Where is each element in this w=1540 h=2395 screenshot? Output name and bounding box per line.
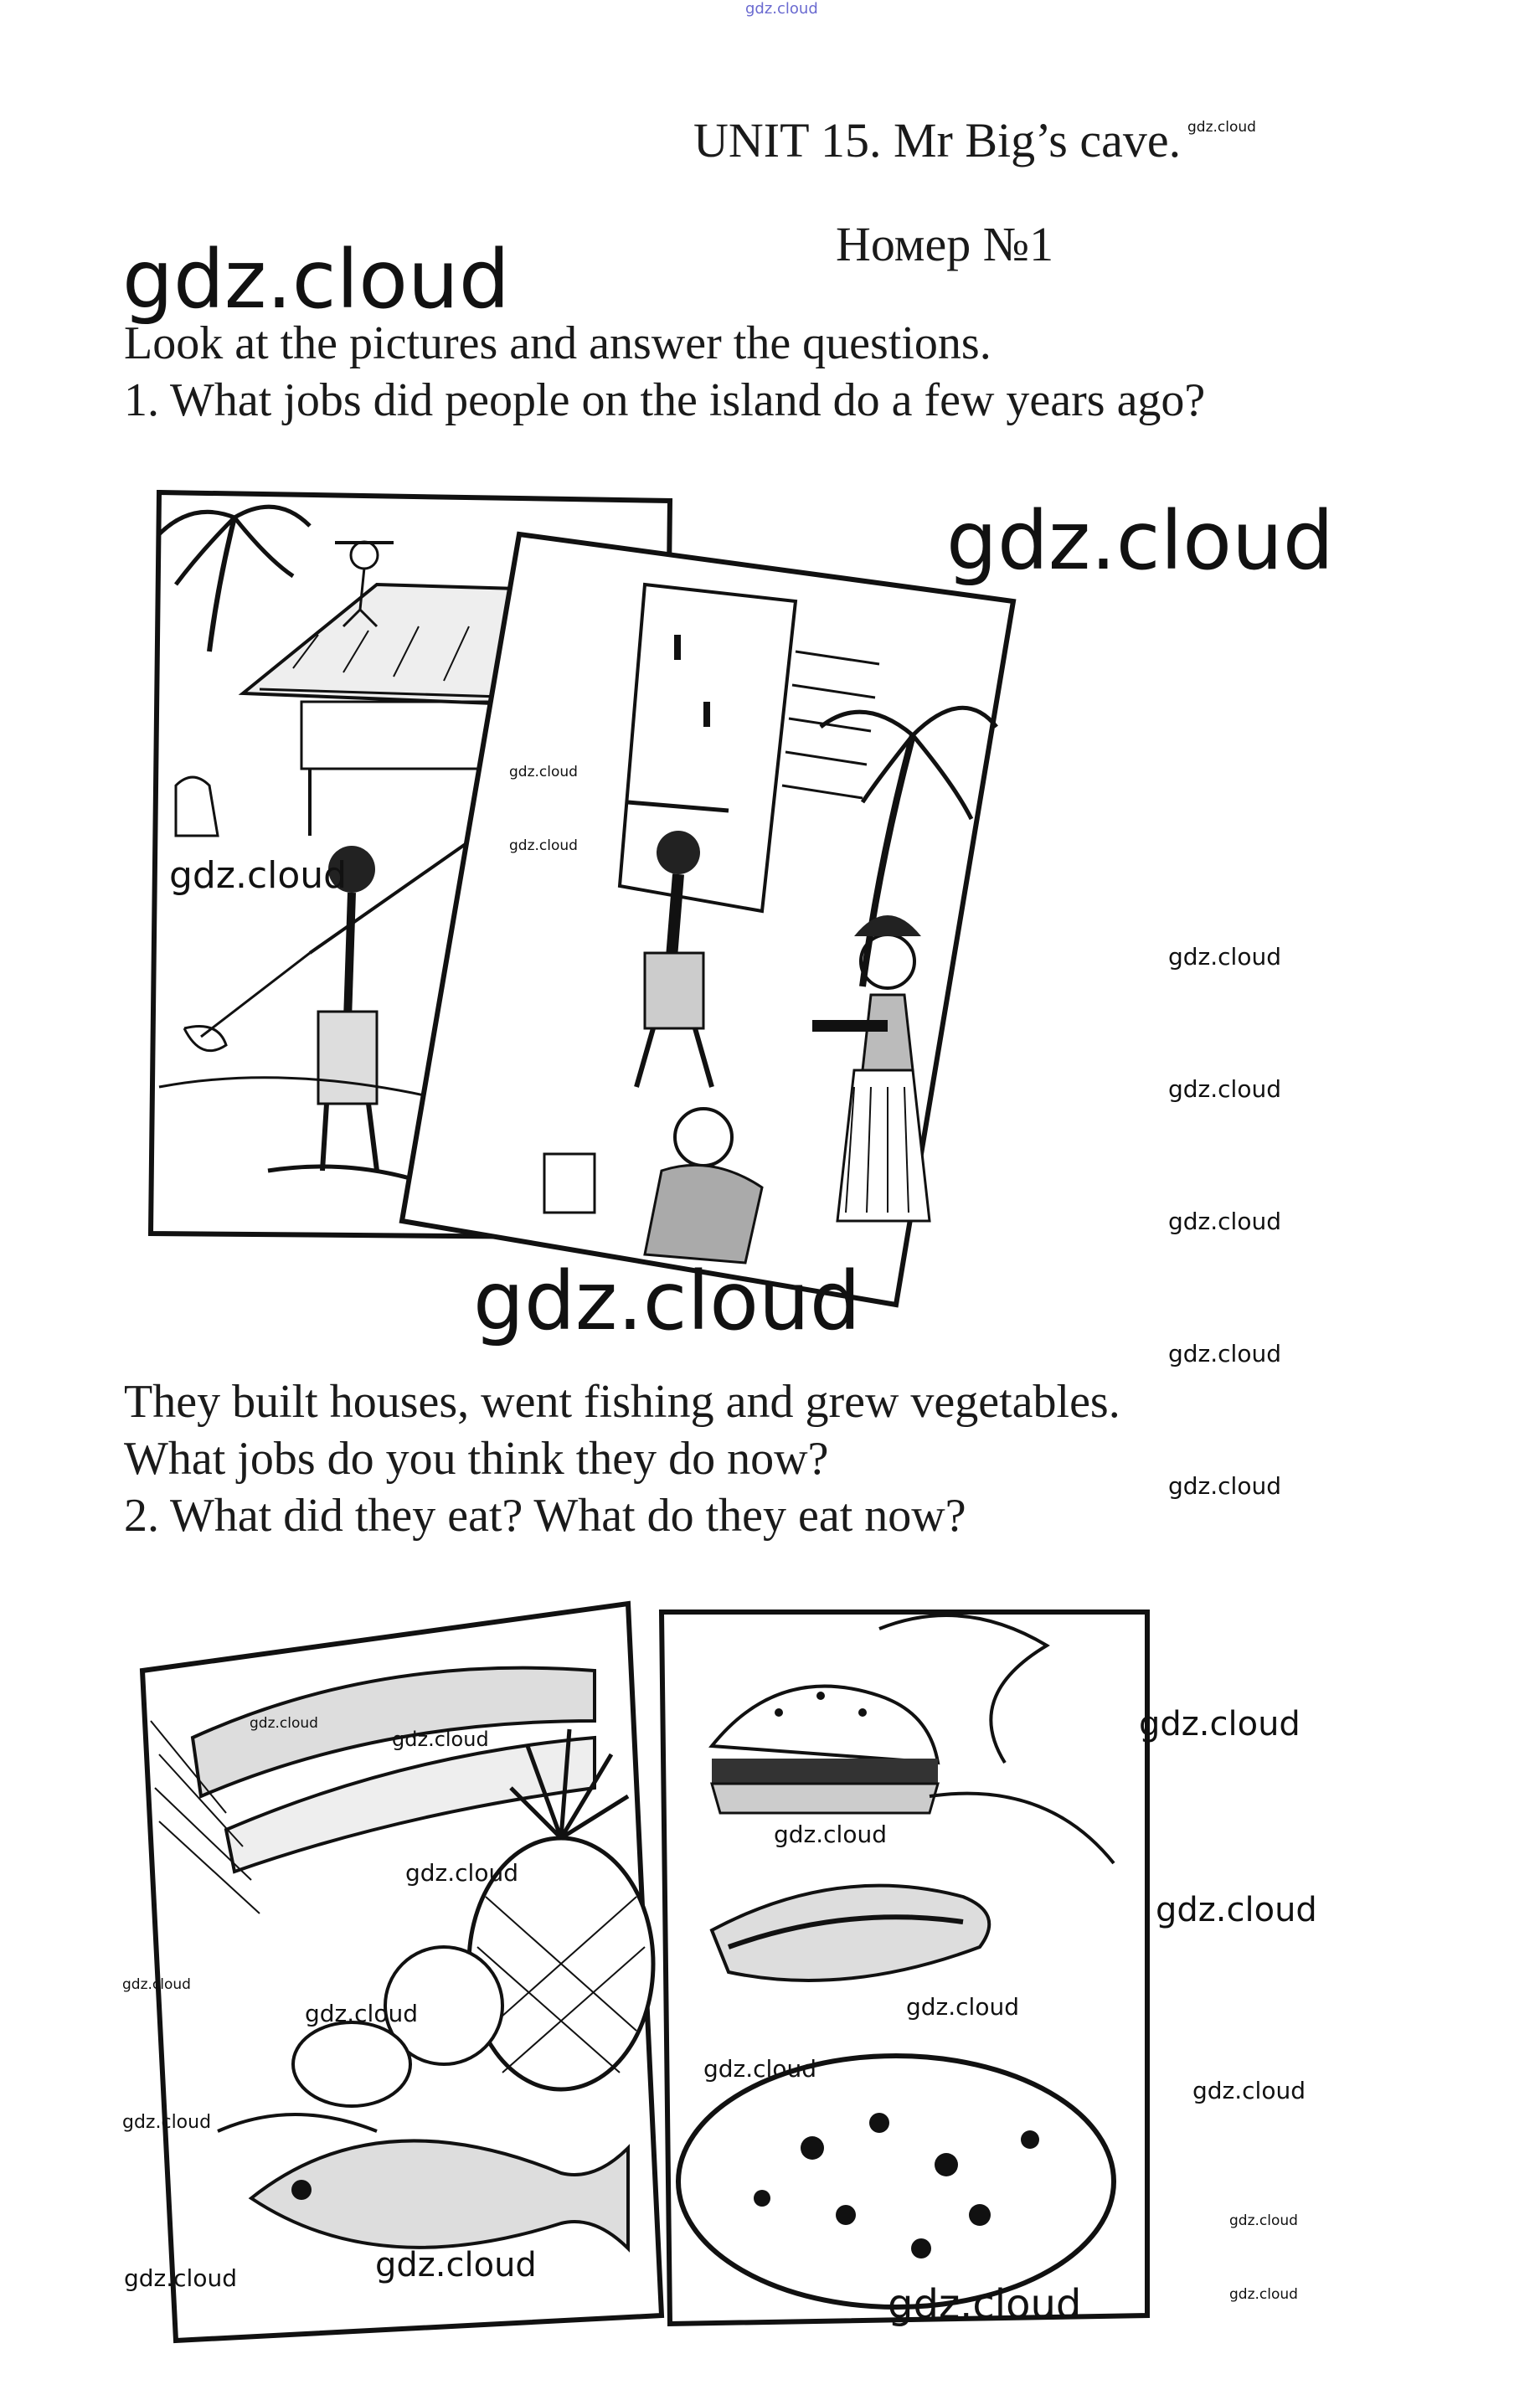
watermark-medium: gdz.cloud: [1168, 1075, 1281, 1103]
watermark-medium: gdz.cloud: [375, 2246, 537, 2284]
watermark-small: gdz.cloud: [1187, 119, 1256, 136]
question-1: 1. What jobs did people on the island do a few years ago?: [124, 374, 1206, 426]
watermark-medium: gdz.cloud: [392, 1728, 489, 1751]
watermark-large: gdz.cloud: [946, 494, 1334, 588]
food-drawing: [126, 1595, 1181, 2349]
watermark-small: gdz.cloud: [509, 837, 578, 854]
watermark-medium: gdz.cloud: [405, 1859, 518, 1887]
watermark-medium: gdz.cloud: [1192, 2077, 1306, 2104]
illustration-food: [126, 1595, 1181, 2349]
watermark-large: gdz.cloud: [122, 233, 510, 327]
watermark-medium: gdz.cloud: [124, 2264, 237, 2292]
answer-1: They built houses, went fishing and grew vegetables.: [124, 1376, 1120, 1428]
watermark-small: gdz.cloud: [509, 764, 578, 780]
watermark-small: gdz.cloud: [250, 1715, 318, 1732]
watermark-medium: gdz.cloud: [305, 2000, 418, 2027]
unit-title: UNIT 15. Mr Big’s cave.: [693, 113, 1182, 167]
watermark-medium: gdz.cloud: [906, 1993, 1019, 2021]
watermark-medium: gdz.cloud: [1168, 1472, 1281, 1500]
watermark-small: gdz.cloud: [1229, 2212, 1298, 2229]
watermark-medium: gdz.cloud: [1168, 943, 1281, 971]
watermark-medium: gdz.cloud: [1168, 1340, 1281, 1367]
watermark-medium: gdz.cloud: [703, 2055, 816, 2083]
watermark-medium: gdz.cloud: [1156, 1891, 1317, 1929]
illustration-island-jobs: [126, 484, 1089, 1321]
watermark-medium: gdz.cloud: [1139, 1705, 1301, 1743]
watermark-medium: gdz.cloud: [888, 2281, 1082, 2328]
exercise-number: Номер №1: [836, 217, 1054, 271]
watermark-medium: gdz.cloud: [169, 854, 348, 897]
island-jobs-drawing: [126, 484, 1089, 1321]
watermark-medium: gdz.cloud: [1168, 1208, 1281, 1235]
watermark-medium: gdz.cloud: [774, 1821, 887, 1848]
question-1b: What jobs do you think they do now?: [124, 1433, 829, 1485]
top-watermark: gdz.cloud: [745, 0, 818, 18]
instruction-text: Look at the pictures and answer the questions.: [124, 317, 991, 369]
watermark-small: gdz.cloud: [122, 1976, 191, 1993]
watermark-large: gdz.cloud: [473, 1254, 861, 1348]
question-2: 2. What did they eat? What do they eat now?: [124, 1490, 966, 1542]
watermark-small: gdz.cloud: [122, 2112, 212, 2133]
watermark-small: gdz.cloud: [1229, 2286, 1298, 2303]
